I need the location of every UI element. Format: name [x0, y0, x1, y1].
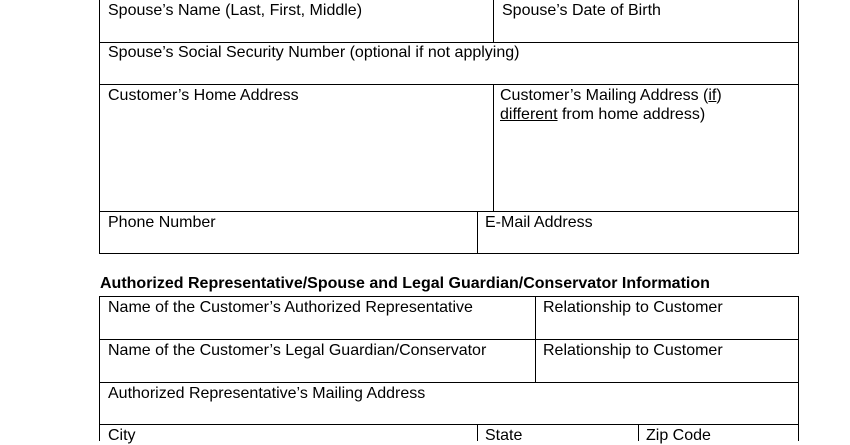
mailing-label-if: if: [708, 87, 717, 104]
auth-rep-mailing-address-label: Authorized Representative’s Mailing Address: [108, 385, 426, 402]
customer-home-address-label: Customer’s Home Address: [108, 87, 299, 104]
phone-number-label: Phone Number: [108, 214, 216, 231]
email-address-label: E-Mail Address: [485, 214, 593, 231]
table-right-border: [798, 296, 799, 441]
relationship-label: Relationship to Customer: [543, 299, 723, 316]
mailing-label-different: different: [500, 106, 558, 123]
mailing-label-close: ): [716, 87, 722, 104]
table-bottom-border: [99, 253, 799, 254]
spouse-dob-label: Spouse’s Date of Birth: [502, 2, 661, 19]
state-label: State: [485, 427, 523, 444]
customer-mailing-address-label-line2: [500, 105, 705, 124]
guardian-name-label: Name of the Customer’s Legal Guardian/Conservator: [108, 342, 487, 359]
table-right-border: [798, 0, 799, 254]
mailing-label-suffix: from home address): [557, 106, 706, 123]
mailing-label-prefix: Customer’s Mailing Address (: [500, 87, 709, 104]
spouse-name-label: Spouse’s Name (Last, First, Middle): [108, 2, 363, 19]
relationship-label: Relationship to Customer: [543, 342, 723, 359]
spouse-ssn-label: Spouse’s Social Security Number (optional if not applying): [108, 44, 520, 61]
city-field[interactable]: [100, 425, 477, 441]
section-heading: Authorized Representative/Spouse and Legal Guardian/Conservator Information: [100, 275, 710, 292]
city-label: City: [108, 427, 136, 444]
customer-mailing-address-label: [500, 86, 722, 105]
zip-code-label: Zip Code: [646, 427, 711, 444]
auth-rep-name-label: Name of the Customer’s Authorized Representative: [108, 299, 473, 316]
